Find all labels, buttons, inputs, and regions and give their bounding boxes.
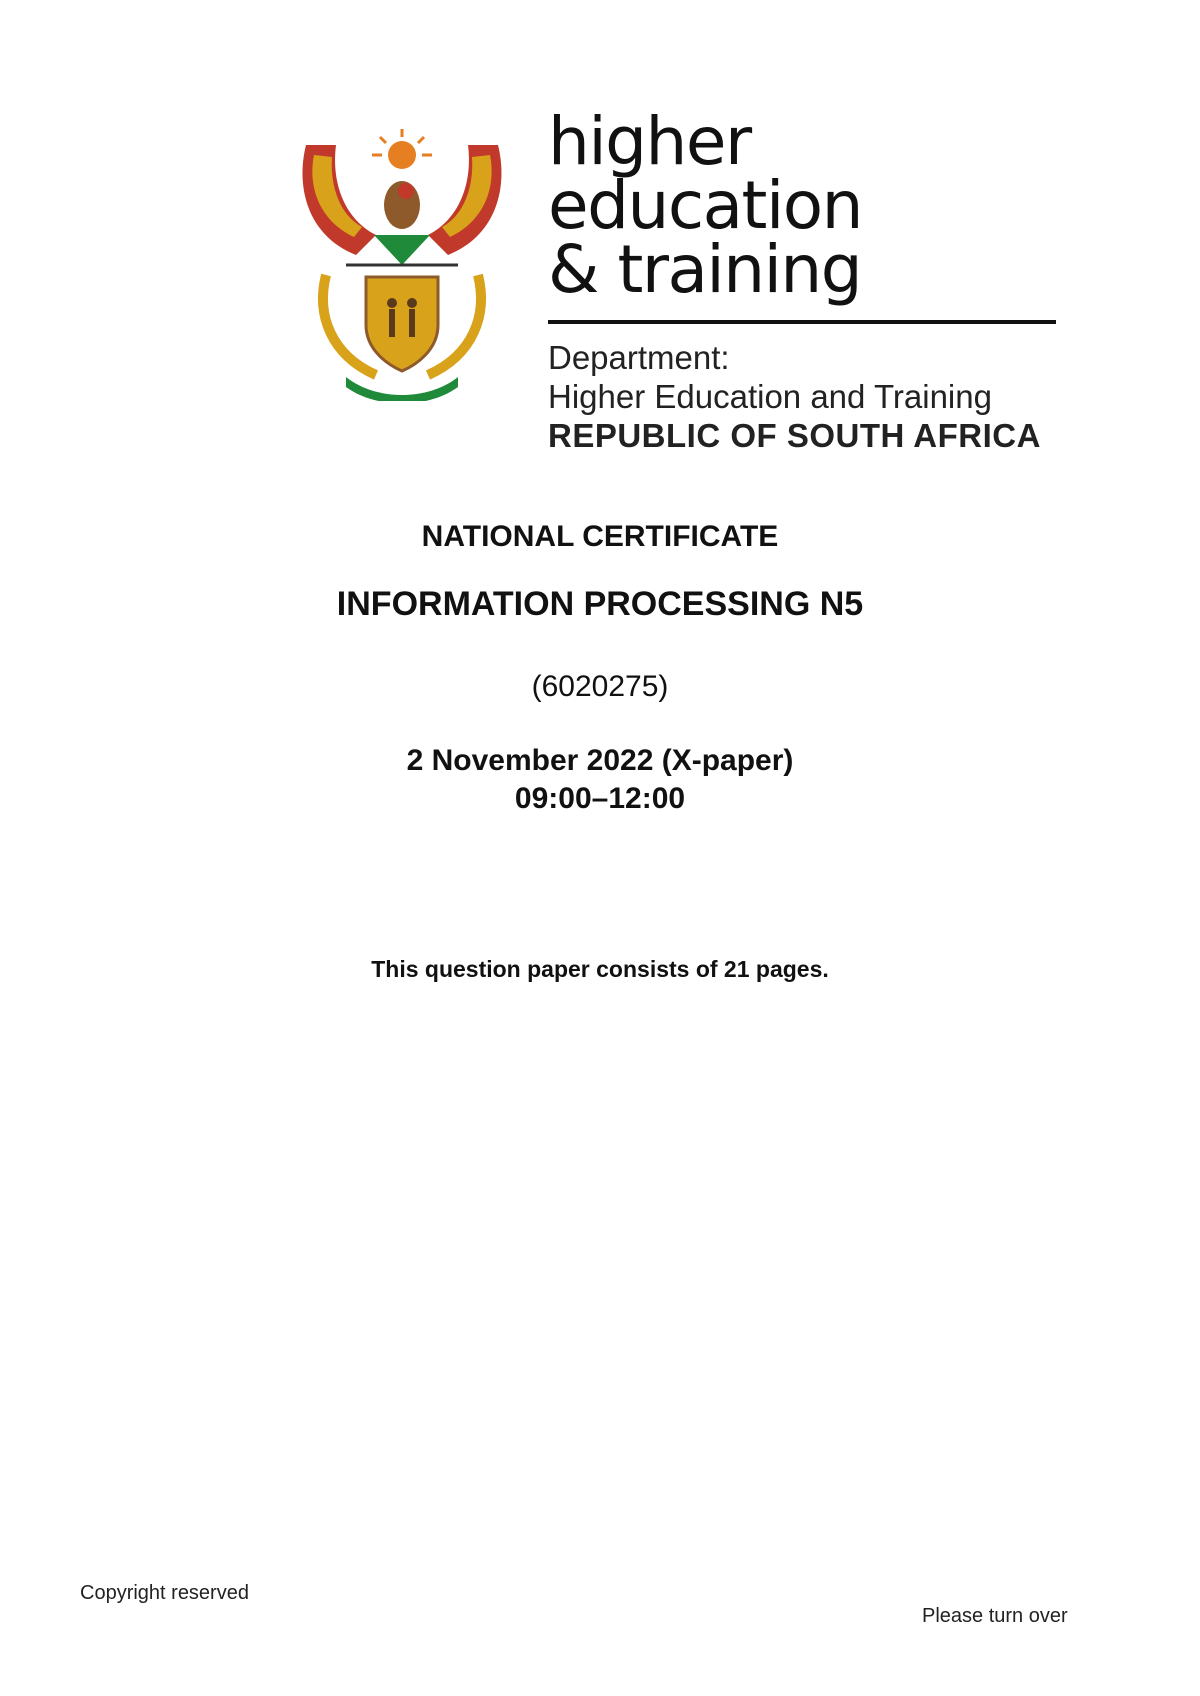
department-label: Department: — [548, 339, 730, 376]
department-name: Higher Education and Training — [548, 378, 992, 415]
page-count-note: This question paper consists of 21 pages. — [371, 956, 829, 982]
copyright-notice: Copyright reserved — [80, 1582, 249, 1604]
brand-line-2: & training — [548, 231, 862, 308]
subject-title: INFORMATION PROCESSING N5 — [336, 585, 864, 623]
country-name: REPUBLIC OF SOUTH AFRICA — [548, 417, 1041, 454]
certificate-title: NATIONAL CERTIFICATE — [421, 520, 779, 553]
coat-of-arms-icon — [296, 125, 508, 401]
department-info — [548, 338, 1058, 455]
exam-date: 2 November 2022 (X-paper) — [406, 744, 794, 777]
turn-over-note: Please turn over — [922, 1605, 1068, 1627]
department-brand — [548, 103, 1058, 455]
exam-date-time — [0, 742, 1200, 818]
exam-time: 09:00–12:00 — [514, 782, 686, 815]
brand-line-1: higher education — [548, 103, 862, 244]
brand-divider — [548, 320, 1056, 324]
subject-code: (6020275) — [531, 670, 669, 703]
